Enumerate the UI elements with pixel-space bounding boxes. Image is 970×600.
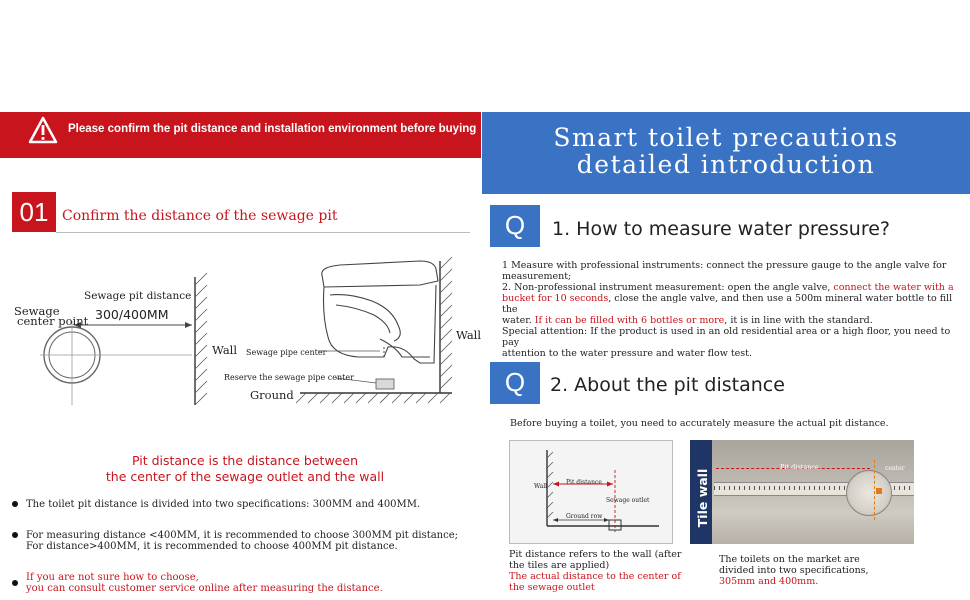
- photo-pit-distance-label: Pit distance: [780, 463, 819, 471]
- pipe-center-label: Sewage pipe center: [246, 348, 327, 357]
- pit-definition-line1: Pit distance is the distance between: [132, 453, 358, 468]
- reserve-center-label: Reserve the sewage pipe center: [224, 373, 354, 382]
- bullet-specifications: The toilet pit distance is divided into two specifications: 300MM and 400MM.: [26, 499, 421, 510]
- q1-p2-b: , close the angle valve, and then use a 500m mineral water bottle to fill the: [502, 293, 953, 315]
- q1-badge: Q: [490, 205, 540, 247]
- q1-p2-a: 2. Non-professional instrument measurement: open the angle valve,: [502, 282, 834, 293]
- caption-left-line1: Pit distance refers to the wall (after: [509, 549, 682, 560]
- reserved-pipe-block: [376, 379, 394, 389]
- ground-hatching: [296, 393, 450, 403]
- q1-p2-red3: If it can be filled with 6 bottles or more: [534, 315, 725, 326]
- banner-text: Please confirm the pit distance and installation environment before buying: [68, 123, 477, 135]
- q2-badge: Q: [490, 362, 540, 404]
- drain-pipe: [846, 470, 892, 516]
- q2-title: 2. About the pit distance: [550, 374, 785, 396]
- q1-body: [502, 260, 962, 359]
- pit-distance-diagram: [0, 245, 490, 415]
- page-title-line1: Smart toilet precautions: [553, 123, 899, 152]
- caption-right: [719, 554, 869, 587]
- q1-p2-red1: connect the water with a: [833, 282, 954, 293]
- caption-left-red2: the sewage outlet: [509, 582, 595, 593]
- pit-definition-line2: the center of the sewage outlet and the wall: [105, 469, 385, 484]
- caption-left-line2: the tiles are applied): [509, 560, 610, 571]
- sewage-center-label-2: center point: [17, 314, 89, 328]
- diagram-wall-label: Wall: [534, 483, 548, 490]
- pit-distance-label: Sewage pit distance: [84, 290, 192, 302]
- q1-p1-line2: measurement;: [502, 271, 572, 282]
- sewage-center-label-1: Sewage: [14, 304, 60, 318]
- photo-center-line: [874, 460, 875, 520]
- warning-banner: [0, 112, 481, 158]
- photo-center-label: center: [885, 465, 905, 472]
- bullet-dot: [12, 580, 18, 586]
- caption-right-line2: divided into two specifications,: [719, 565, 869, 576]
- q1-p2-c: water.: [502, 315, 535, 326]
- section-title: Confirm the distance of the sewage pit: [62, 208, 338, 224]
- q1-p2-line1: [502, 282, 962, 293]
- page-title-line2: detailed introduction: [576, 150, 876, 179]
- page-title: [482, 124, 970, 178]
- q1-p1-line1: 1 Measure with professional instruments: connect the pressure gauge to the angle valve for: [502, 260, 947, 271]
- bullet-dot: [12, 501, 18, 507]
- bullet-consult-2: you can consult customer service online after measuring the distance.: [26, 583, 383, 594]
- bullet-recommendation-2: For distance>400MM, it is recommended to choose 400MM pit distance.: [26, 541, 398, 552]
- wall-label-left: Wall: [212, 343, 238, 357]
- right-wall-hatching: [440, 257, 452, 389]
- left-wall-hatching: [195, 273, 207, 405]
- pit-distance-value: 300/400MM: [95, 307, 169, 322]
- q1-p2-red2: bucket for 10 seconds: [502, 293, 609, 304]
- diagram-sewage-outlet-label: Sewage outlet: [606, 497, 650, 504]
- q1-p3-line1: Special attention: If the product is used in an old residential area or a high floor, you need to pay: [502, 326, 951, 348]
- q2-intro: Before buying a toilet, you need to accurately measure the actual pit distance.: [510, 418, 889, 429]
- photo-center-dot: [876, 488, 882, 494]
- caption-right-line1: The toilets on the market are: [719, 554, 860, 565]
- tile-wall-label: Tile wall: [694, 468, 710, 528]
- q1-p2-line2: [502, 293, 962, 315]
- bullet-dot: [12, 532, 18, 538]
- section-divider: [56, 232, 470, 233]
- bullet-consult-1: If you are not sure how to choose,: [26, 572, 199, 583]
- wall-pit-diagram: [509, 440, 673, 544]
- diagram-ground-row-label: Ground row: [566, 513, 603, 520]
- caption-left-red1: The actual distance to the center of: [509, 571, 681, 582]
- q1-p2-d: , it is in line with the standard.: [724, 315, 873, 326]
- q1-title: 1. How to measure water pressure?: [552, 218, 891, 240]
- q1-p3-line2: attention to the water pressure and water flow test.: [502, 348, 753, 359]
- caption-left: [509, 549, 681, 593]
- q1-p2-line3: [502, 315, 962, 326]
- pit-definition: [0, 453, 490, 485]
- diagram-pit-distance-label: Pit distance: [566, 479, 602, 486]
- section-number-badge: 01: [12, 192, 56, 232]
- arrow-head-right: [185, 322, 192, 328]
- caption-right-red: 305mm and 400mm.: [719, 576, 819, 587]
- ground-label: Ground: [250, 388, 294, 402]
- bullet-recommendation-1: For measuring distance <400MM, it is recommended to choose 300MM pit distance;: [26, 530, 459, 541]
- wall-label-right: Wall: [456, 328, 482, 342]
- toilet-outline: [322, 261, 438, 363]
- warning-icon: [28, 116, 58, 144]
